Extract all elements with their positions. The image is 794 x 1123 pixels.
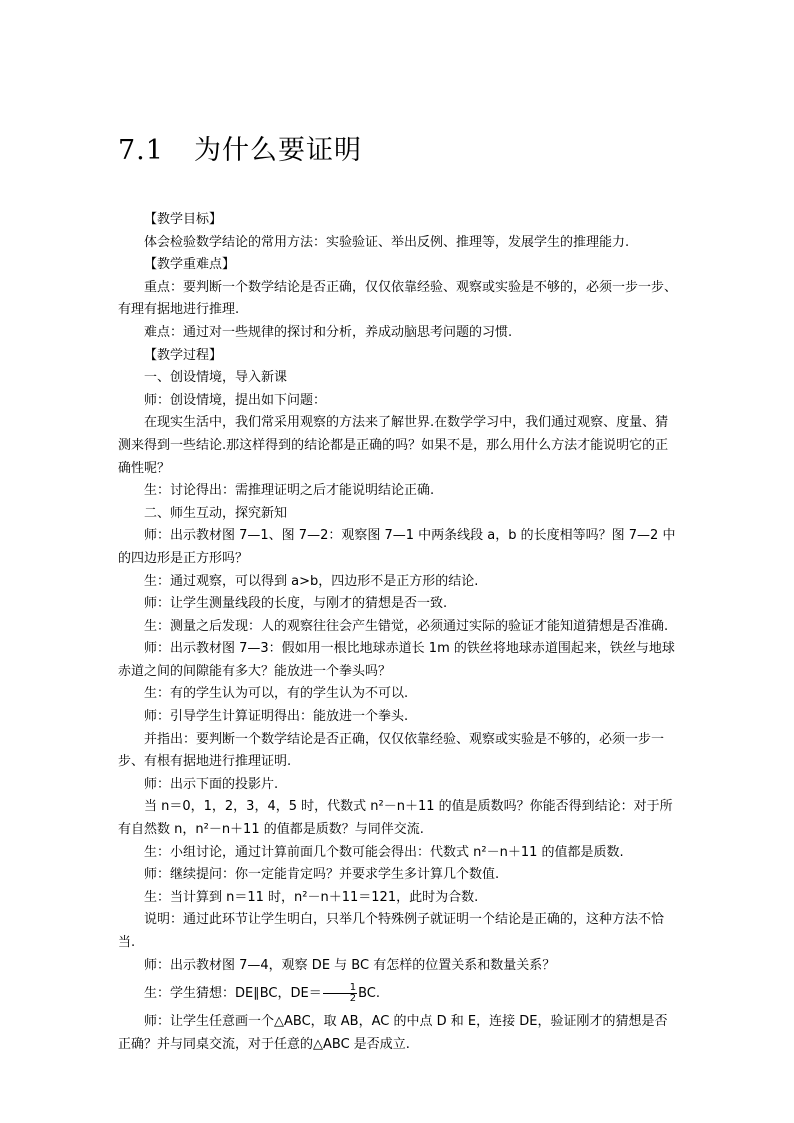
heading-key-points: 【教学重难点】: [144, 257, 236, 273]
paragraph: 生：当计算到 n＝11 时，n²－n＋11＝121，此时为合数.: [144, 889, 479, 905]
paragraph-section-two: 二、师生互动，探究新知: [144, 505, 288, 521]
paragraph-section-one: 一、创设情境，导入新课: [144, 370, 288, 386]
paragraph: 师：继续提问：你一定能肯定吗？并要求学生多计算几个数值.: [144, 867, 500, 883]
paragraph: 说明：通过此环节让学生明白，只举几个特殊例子就证明一个结论是正确的，这种方法不恰当.: [118, 912, 665, 950]
paragraph: 生：通过观察，可以得到 a>b，四边形不是正方形的结论.: [144, 573, 479, 589]
paragraph: 师：引导学生计算证明得出：能放进一个拳头.: [144, 709, 409, 725]
paragraph: 师：出示教材图 7—3：假如用一根比地球赤道长 1m 的铁丝将地球赤道围起来，铁丝与地球赤道之间的间隙能有多大？能放进一个拳头吗？: [118, 641, 675, 679]
paragraph: 生：讨论得出：需推理证明之后才能说明结论正确.: [144, 483, 435, 499]
fraction-numerator: 1: [323, 983, 357, 994]
paragraph: 师：出示教材图 7—1、图 7—2：观察图 7—1 中两条线段 a，b 的长度相等吗？图 7—2 中的四边形是正方形吗？: [118, 528, 676, 566]
section-title: [118, 128, 362, 167]
paragraph-goals: 体会检验数学结论的常用方法：实验验证、举出反例、推理等，发展学生的推理能力.: [144, 234, 630, 250]
paragraph-difficulty: 难点：通过对一些规律的探讨和分析，养成动脑思考问题的习惯.: [144, 324, 513, 340]
heading-teaching-goals: 【教学目标】: [144, 212, 223, 227]
paragraph-key-point: 重点：要判断一个数学结论是否正确，仅仅依靠经验、观察或实验是不够的，必须一步一步、有理有据地进行推理.: [118, 279, 678, 318]
heading-teaching-process: 【教学过程】: [144, 347, 223, 363]
paragraph: 生：小组讨论，通过计算前面几个数可能会得出：代数式 n²－n＋11 的值都是质数.: [144, 844, 624, 860]
paragraph: 师：让学生任意画一个△ABC，取 AB，AC 的中点 D 和 E，连接 DE，验证刚才的猜想是否正确？并与同桌交流，对于任意的△ABC 是否成立.: [118, 1014, 668, 1052]
conjecture-text: 生：学生猜想：DE∥BC，DE＝: [144, 986, 322, 1002]
paragraph: 生：有的学生认为可以，有的学生认为不可以.: [144, 686, 409, 702]
section-number: 7.1: [118, 135, 164, 166]
lesson-body: [118, 209, 678, 1056]
paragraph: 师：出示下面的投影片.: [144, 776, 279, 792]
paragraph: 师：让学生测量线段的长度，与刚才的猜想是否一致.: [144, 596, 448, 612]
paragraph: 师：出示教材图 7—4，观察 DE 与 BC 有怎样的位置关系和数量关系？: [144, 957, 556, 973]
fraction-one-half: [323, 983, 357, 1004]
paragraph: 在现实生活中，我们常采用观察的方法来了解世界.在数学学习中，我们通过观察、度量、猜测来得到一些结论.那这样得到的结论都是正确的吗？如果不是，那么用什么方法才能说明它的正确性呢？: [118, 415, 669, 476]
paragraph: 师：创设情境，提出如下问题：: [144, 392, 327, 408]
conjecture-text-end: BC.: [358, 986, 380, 1002]
fraction-denominator: 2: [349, 993, 357, 1005]
section-title-text: 为什么要证明: [193, 135, 362, 166]
paragraph: 并指出：要判断一个数学结论是否正确，仅仅依靠经验、观察或实验是不够的，必须一步一步、有根有据地进行推理证明.: [118, 731, 665, 770]
paragraph-conjecture: [118, 979, 678, 1009]
paragraph: 当 n＝0，1，2，3，4，5 时，代数式 n²－n＋11 的值是质数吗？你能否得到结论：对于所有自然数 n，n²－n＋11 的值都是质数？与同伴交流.: [118, 799, 673, 838]
paragraph: 生：测量之后发现：人的观察往往会产生错觉，必须通过实际的验证才能知道猜想是否准确.: [144, 618, 669, 634]
